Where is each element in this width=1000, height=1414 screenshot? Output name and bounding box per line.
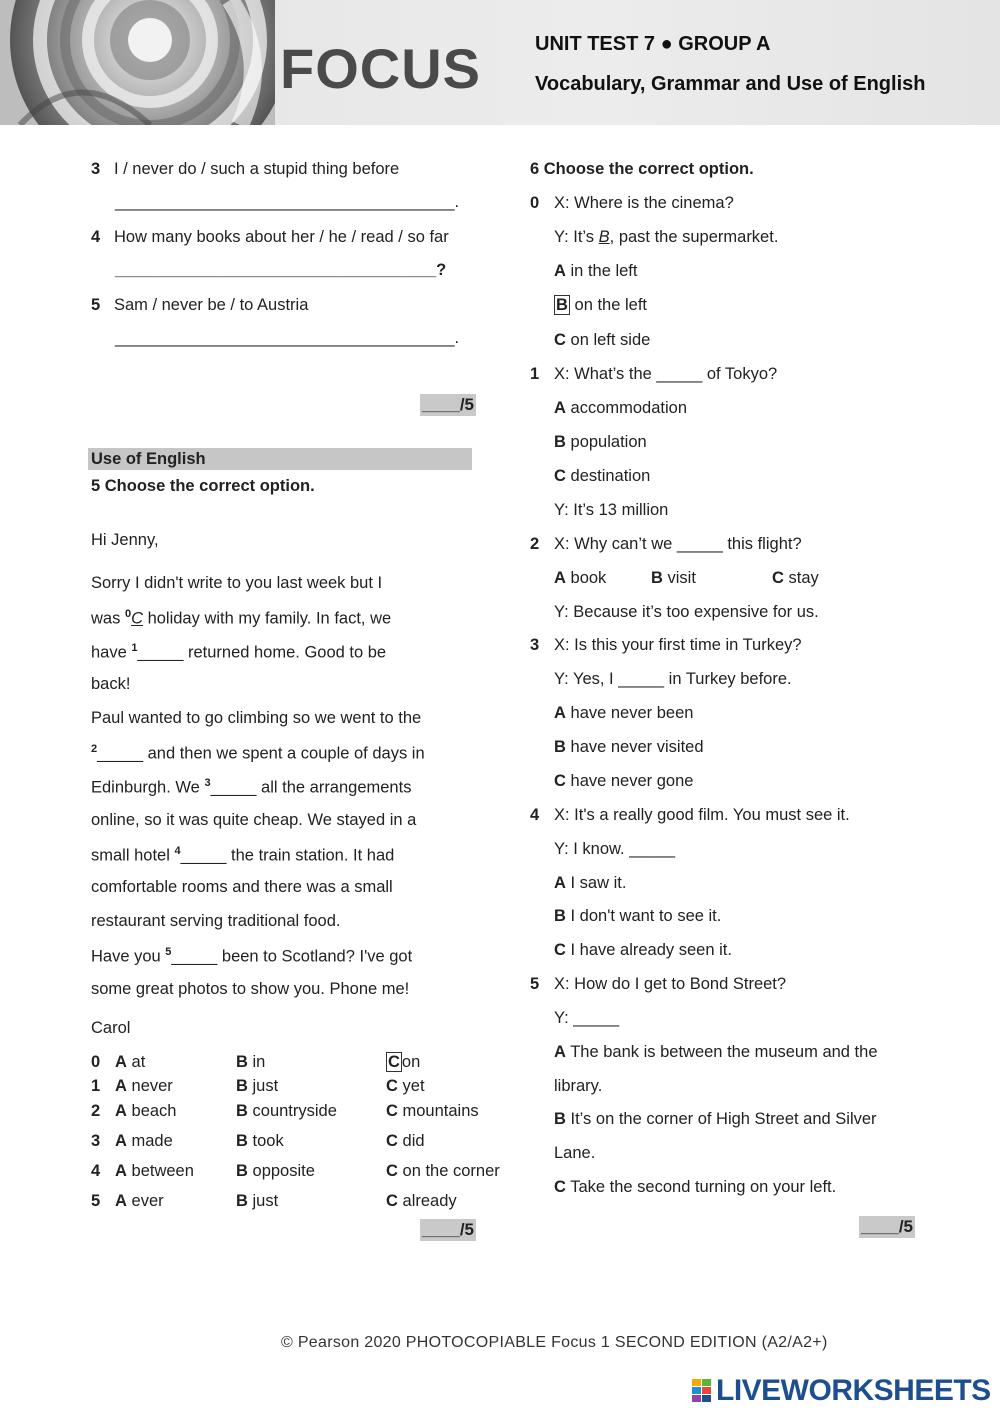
option-b[interactable]: B in (236, 1053, 266, 1071)
q3-y: Y: Yes, I _____ in Turkey before. (554, 670, 792, 688)
option-a[interactable]: A ever (115, 1192, 164, 1210)
letter-greeting: Hi Jenny, (91, 531, 159, 549)
letter-line: $^2$_____ and then we spent a couple of days in (91, 743, 425, 763)
q1-option-a[interactable]: A accommodation (554, 399, 687, 417)
letter-signoff: Carol (91, 1019, 131, 1037)
ex6-score-box[interactable]: ____/5 (861, 1217, 913, 1236)
q0-option-a[interactable]: A in the left (554, 262, 638, 280)
letter-line: Paul wanted to go climbing so we went to the (91, 709, 422, 727)
use-of-english-bar (88, 448, 472, 470)
q4-y: Y: I know. _____ (554, 840, 676, 858)
gap-0-answer: C (131, 609, 143, 628)
option-b[interactable]: B just (236, 1077, 279, 1095)
letter-line: have $^1$_____ returned home. Good to be (91, 642, 387, 662)
q0-option-b-selected[interactable]: B on the left (556, 296, 647, 314)
ex4-answer-line-4[interactable]: ___________________________________? (115, 261, 447, 279)
q5-y: Y: _____ (554, 1009, 620, 1027)
ex4-answer-line-5[interactable]: _____________________________________. (115, 329, 460, 347)
swirl-graphic (0, 0, 275, 125)
q5-option-c[interactable]: C Take the second turning on your left. (554, 1178, 837, 1196)
q3-option-c[interactable]: C have never gone (554, 772, 694, 790)
ex5-instruction: 5 Choose the correct option. (91, 477, 315, 495)
option-c[interactable]: C did (386, 1132, 425, 1150)
option-b[interactable]: B just (236, 1192, 279, 1210)
q-number: 2 (530, 535, 540, 553)
option-c[interactable]: C on the corner (386, 1162, 500, 1180)
ex5-score-box[interactable]: ____/5 (422, 1220, 474, 1239)
q5-option-a[interactable]: A The bank is between the museum and the (554, 1043, 878, 1061)
q3-x: X: Is this your first time in Turkey? (554, 636, 802, 654)
q-number: 3 (530, 636, 540, 654)
liveworksheets-logo-icon (692, 1377, 712, 1403)
letter-line: back! (91, 675, 131, 693)
option-c-selected[interactable]: C on (388, 1053, 421, 1071)
option-b[interactable]: B took (236, 1132, 284, 1150)
section-heading: Use of English (91, 450, 206, 468)
letter-line: small hotel $^4$_____ the train station. It had (91, 845, 395, 865)
q0-answer: B (598, 228, 610, 246)
option-c[interactable]: C yet (386, 1077, 425, 1095)
q2-option-c[interactable]: C stay (772, 569, 819, 587)
q3-option-a[interactable]: A have never been (554, 704, 694, 722)
letter-line: was $^0$C holiday with my family. In fact, we (91, 608, 392, 628)
q4-option-c[interactable]: C I have already seen it. (554, 941, 732, 959)
letter-line: online, so it was quite cheap. We stayed in a (91, 811, 417, 829)
option-a[interactable]: A at (115, 1053, 146, 1071)
letter-line: Sorry I didn't write to you last week but I (91, 574, 383, 592)
option-c[interactable]: C already (386, 1192, 457, 1210)
q1-option-b[interactable]: B population (554, 433, 647, 451)
ex4-item-4: 4 How many books about her / he / read / so far (91, 228, 449, 246)
q5-option-b-cont: Lane. (554, 1144, 596, 1162)
ex4-answer-line-3[interactable]: _____________________________________. (115, 193, 460, 211)
test-subtitle: Vocabulary, Grammar and Use of English (535, 73, 926, 95)
option-c[interactable]: C mountains (386, 1102, 479, 1120)
q-number: 5 (530, 975, 540, 993)
letter-line: Have you $^5$_____ been to Scotland? I've got (91, 946, 413, 966)
q5-option-b[interactable]: B It’s on the corner of High Street and Silver (554, 1110, 877, 1128)
q0-x: X: Where is the cinema? (554, 194, 734, 212)
q5-x: X: How do I get to Bond Street? (554, 975, 787, 993)
copyright-footer: © Pearson 2020 PHOTOCOPIABLE Focus 1 SECOND EDITION (A2/A2+) (281, 1334, 828, 1351)
option-a[interactable]: A never (115, 1077, 173, 1095)
ex4-item-3: 3 I / never do / such a stupid thing before (91, 160, 400, 178)
q2-option-a[interactable]: A book (554, 569, 607, 587)
q0-y: Y: It’s B, past the supermarket. (554, 228, 779, 246)
brand-logo-text: FOCUS (280, 37, 481, 100)
page-header (0, 0, 1000, 125)
q1-option-c[interactable]: C destination (554, 467, 651, 485)
q1-x: X: What’s the _____ of Tokyo? (554, 365, 778, 383)
q5-option-a-cont: library. (554, 1077, 603, 1095)
q1-y: Y: It’s 13 million (554, 501, 669, 519)
q-number: 0 (530, 194, 540, 212)
q2-x: X: Why can’t we _____ this flight? (554, 535, 802, 553)
q2-option-b[interactable]: B visit (651, 569, 696, 587)
liveworksheets-watermark: LIVEWORKSHEETS (692, 1374, 991, 1408)
letter-line: comfortable rooms and there was a small (91, 878, 393, 896)
option-a[interactable]: A beach (115, 1102, 177, 1120)
q4-option-b[interactable]: B I don't want to see it. (554, 907, 722, 925)
q0-option-c[interactable]: C on left side (554, 331, 651, 349)
option-a[interactable]: A made (115, 1132, 173, 1150)
option-b[interactable]: B opposite (236, 1162, 315, 1180)
letter-line: Edinburgh. We $^3$_____ all the arrangements (91, 777, 412, 797)
q-number: 1 (530, 365, 540, 383)
letter-line: restaurant serving traditional food. (91, 912, 341, 930)
option-a[interactable]: A between (115, 1162, 194, 1180)
q3-option-b[interactable]: B have never visited (554, 738, 704, 756)
unit-test-title: UNIT TEST 7 ● GROUP A (535, 33, 771, 55)
q2-y: Y: Because it’s too expensive for us. (554, 603, 819, 621)
q-number: 4 (530, 806, 540, 824)
q4-option-a[interactable]: A I saw it. (554, 874, 627, 892)
option-b[interactable]: B countryside (236, 1102, 337, 1120)
ex6-instruction: 6 Choose the correct option. (530, 160, 754, 178)
q4-x: X: It's a really good film. You must see it. (554, 806, 850, 824)
ex4-score-box[interactable]: ____/5 (422, 395, 474, 414)
letter-line: some great photos to show you. Phone me! (91, 980, 410, 998)
ex4-item-5: 5 Sam / never be / to Austria (91, 296, 309, 314)
